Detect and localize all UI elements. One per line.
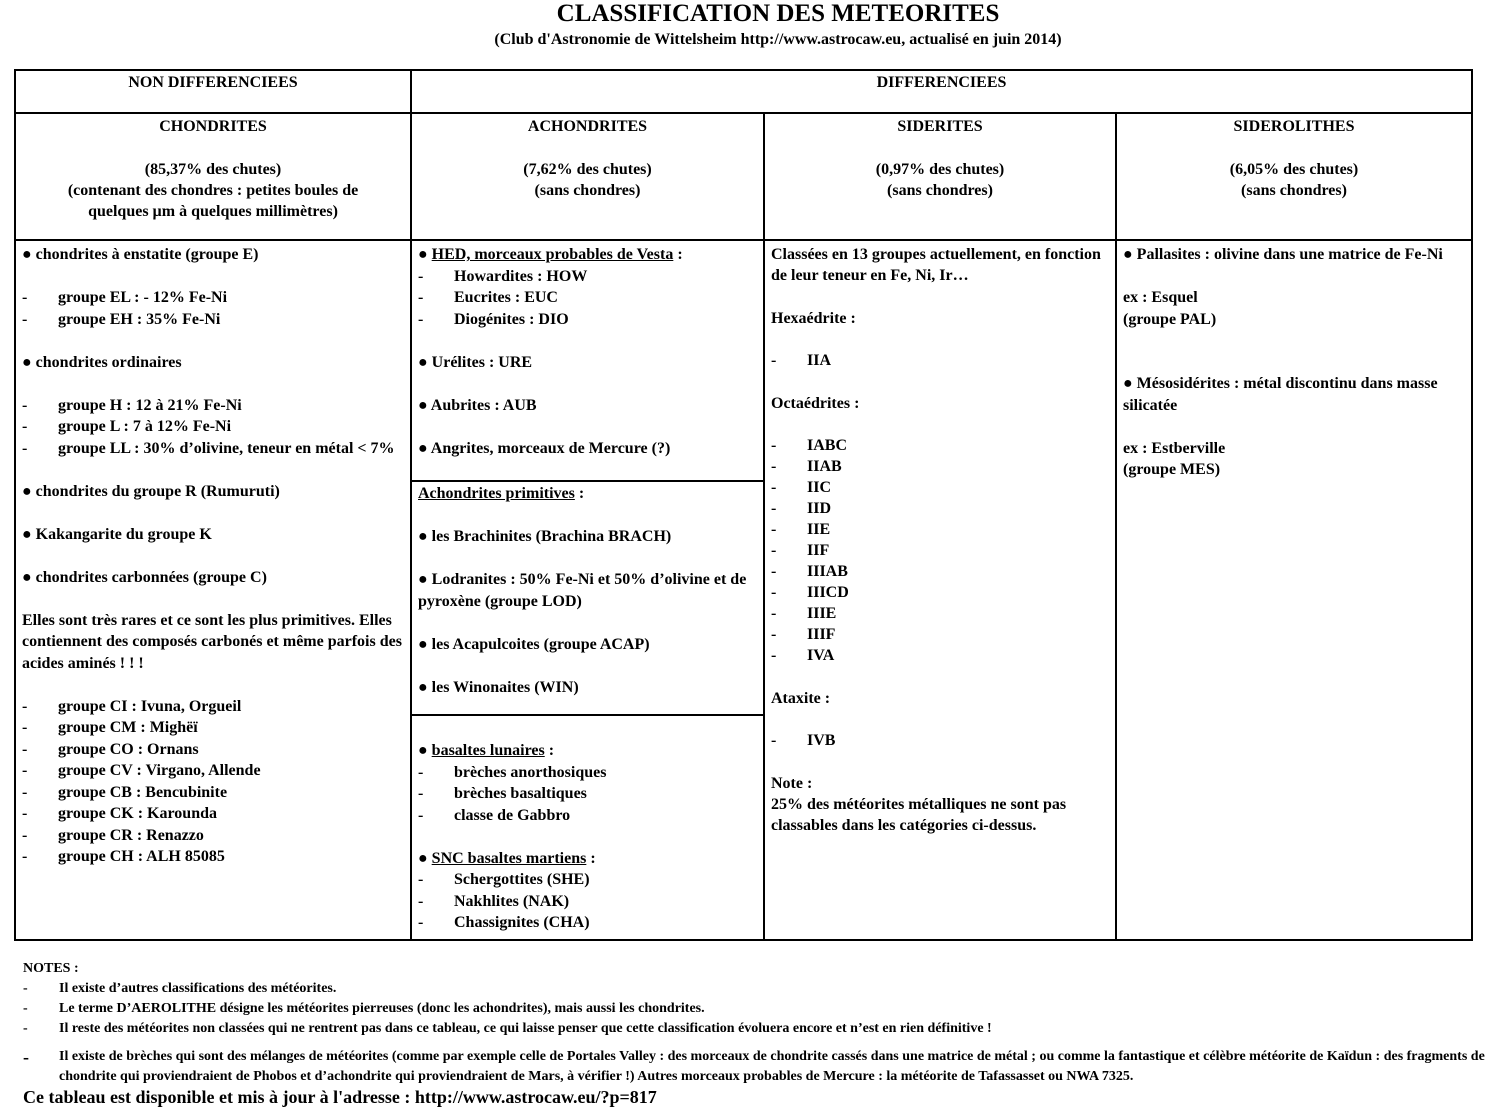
list-item: - Eucrites : EUC	[418, 289, 558, 306]
siderites-intro: Classées en 13 groupes actuellement, en fonction de leur teneur en Fe, Ni, Ir…	[771, 246, 1101, 284]
siderolithes-title: SIDEROLITHES	[1233, 118, 1355, 135]
achondrites-divider-2	[410, 714, 764, 716]
list-item: - groupe EL : - 12% Fe-Ni	[22, 289, 228, 306]
list-item: - Diogénites : DIO	[418, 310, 569, 328]
list-item: - groupe L : 7 à 12% Fe-Ni	[22, 418, 232, 435]
achondrites-desc: (sans chondres)	[534, 181, 641, 199]
header-siderolithes	[1117, 116, 1471, 201]
row-divider-1	[14, 112, 1473, 114]
siderites-body	[771, 244, 1111, 836]
urelites: ● Urélites : URE	[418, 353, 533, 371]
list-item: - groupe H : 12 à 21% Fe-Ni	[22, 396, 242, 414]
snc-heading: ● SNC basaltes martiens :	[418, 849, 596, 867]
list-item: - brèches basaltiques	[418, 785, 587, 802]
mesosiderites-group: (groupe MES)	[1123, 461, 1221, 478]
row-divider-2	[14, 239, 1473, 241]
achondrites-divider-1	[410, 480, 764, 482]
list-item: - IIIE	[771, 605, 837, 622]
list-item: - groupe CK : Karounda	[22, 805, 217, 822]
list-item: - groupe CO : Ornans	[22, 740, 199, 758]
header-achondrites	[412, 116, 763, 201]
acapulcoites: ● les Acapulcoites (groupe ACAP)	[418, 635, 650, 653]
ataxite-heading: Ataxite :	[771, 689, 831, 707]
hed-heading: ● HED, morceaux probables de Vesta :	[418, 246, 683, 263]
chondrites-pct: (85,37% des chutes)	[144, 160, 282, 178]
lunaires-heading: ● basaltes lunaires :	[418, 742, 555, 759]
list-item: - groupe LL : 30% d’olivine, teneur en métal < 7%	[22, 439, 395, 457]
primitives-heading: Achondrites primitives :	[418, 485, 585, 502]
header-siderites	[765, 116, 1115, 201]
list-item: - IIIF	[771, 626, 836, 643]
list-item: - IIF	[771, 542, 830, 559]
page-title: CLASSIFICATION DES METEORITES	[556, 0, 1000, 27]
siderites-pct: (0,97% des chutes)	[875, 160, 1005, 178]
chondrites-title: CHONDRITES	[159, 118, 267, 135]
page-subtitle: (Club d'Astronomie de Wittelsheim http://www.astrocaw.eu, actualisé en juin 2014)	[494, 31, 1062, 48]
footer-availability: Ce tableau est disponible et mis à jour à l'adresse : http://www.astrocaw.eu/?p=817	[23, 1087, 657, 1107]
list-item: - Howardites : HOW	[418, 267, 588, 285]
hexaedrite-heading: Hexaédrite :	[771, 309, 856, 327]
col-divider-3	[1115, 112, 1117, 941]
list-item: - groupe CH : ALH 85085	[22, 848, 225, 865]
list-item: - IIC	[771, 479, 832, 496]
achondrites-lunaires-martiens-section	[418, 740, 760, 934]
achondrites-pct: (7,62% des chutes)	[523, 160, 652, 178]
pallasites: ● Pallasites : olivine dans une matrice de Fe-Ni	[1123, 246, 1443, 263]
winonaites: ● les Winonaites (WIN)	[418, 678, 579, 696]
list-item: - groupe CI : Ivuna, Orgueil	[22, 697, 242, 715]
list-item: - IVA	[771, 647, 835, 664]
header-chondrites	[16, 116, 410, 222]
chondrites-carbonnees: ● chondrites carbonnées (groupe C)	[22, 568, 267, 586]
list-item: - Il reste des météorites non classées qui ne rentrent pas dans ce tableau, ce qui laisse penser que cette classification évoluera encore et n’est en rien définitive !	[23, 1021, 992, 1036]
siderolithes-body	[1123, 244, 1467, 481]
achondrites-hed-section	[418, 244, 760, 459]
list-item: - classe de Gabbro	[418, 806, 571, 824]
siderolithes-desc: (sans chondres)	[1241, 181, 1347, 199]
chondrites-body	[22, 244, 406, 868]
list-item: - Chassignites (CHA)	[418, 914, 590, 931]
col-divider-2	[763, 112, 765, 941]
mesosiderites-example: ex : Estberville	[1123, 439, 1226, 457]
brachinites: ● les Brachinites (Brachina BRACH)	[418, 528, 672, 545]
list-item: - IID	[771, 500, 832, 517]
list-item: - Schergottites (SHE)	[418, 871, 590, 888]
aubrites: ● Aubrites : AUB	[418, 396, 537, 414]
list-item: - groupe CV : Virgano, Allende	[22, 762, 261, 779]
lodranites: ● Lodranites : 50% Fe-Ni et 50% d’olivine et de pyroxène (groupe LOD)	[418, 571, 747, 610]
chondrites-desc: (contenant des chondres : petites boules de quelques µm à quelques millimètres)	[67, 181, 359, 220]
siderites-desc: (sans chondres)	[887, 181, 993, 199]
list-item: - groupe CB : Bencubinite	[22, 783, 228, 801]
list-item: - Il existe de brèches qui sont des mélanges de météorites (comme par exemple celle de Portales Valley : des morceaux de chondrite cassés dans une matrice de métal ; ou comme la fantastique et célèbre météorite de Kaïdun : des fragments de chondrite qui proviendraient de Phobos et d’achondrite qui proviendraient de Mars, à vérifier !) Autres morceaux probables de Mercure : la météorite de Tafassasset ou NWA 7325.	[23, 1047, 1485, 1084]
siderites-note-heading: Note :	[771, 774, 813, 792]
list-item: - IABC	[771, 437, 848, 454]
chondrites-ordinaires: ● chondrites ordinaires	[22, 353, 182, 371]
siderolithes-pct: (6,05% des chutes)	[1229, 160, 1359, 178]
list-item: - Le terme D’AEROLITHE désigne les météorites pierreuses (donc les achondrites), mais aussi les chondrites.	[23, 1001, 705, 1016]
list-item: - IIAB	[771, 458, 842, 475]
list-item: - IVB	[771, 732, 836, 749]
list-item: - IIIAB	[771, 563, 848, 580]
octaedrites-heading: Octaédrites :	[771, 394, 860, 412]
chondrites-groupe-k: ● Kakangarite du groupe K	[22, 525, 212, 543]
header-differenciees: DIFFERENCIEES	[876, 74, 1007, 91]
mesosiderites: ● Mésosidérites : métal discontinu dans masse silicatée	[1123, 375, 1438, 414]
pallasites-example: ex : Esquel	[1123, 289, 1198, 306]
list-item: - Il existe d’autres classifications des météorites.	[23, 981, 337, 996]
siderites-title: SIDERITES	[897, 118, 983, 135]
chondrites-rares-note: Elles sont très rares et ce sont les plus primitives. Elles contiennent des composés carbonés et même parfois des acides aminés ! ! !	[22, 611, 402, 672]
list-item: - groupe EH : 35% Fe-Ni	[22, 310, 221, 328]
chondrites-enstatite: ● chondrites à enstatite (groupe E)	[22, 246, 259, 263]
list-item: - IIICD	[771, 584, 849, 601]
pallasites-group: (groupe PAL)	[1123, 310, 1217, 328]
header-non-differenciees: NON DIFFERENCIEES	[128, 74, 298, 91]
list-item: - IIE	[771, 521, 831, 538]
notes-section	[23, 959, 1509, 1087]
list-item: - brèches anorthosiques	[418, 763, 607, 781]
chondrites-groupe-r: ● chondrites du groupe R (Rumuruti)	[22, 482, 280, 500]
list-item: - groupe CR : Renazzo	[22, 826, 204, 844]
notes-heading: NOTES :	[23, 961, 79, 976]
list-item: - IIA	[771, 352, 832, 369]
achondrites-primitives-section	[418, 483, 760, 698]
list-item: - Nakhlites (NAK)	[418, 892, 570, 910]
list-item: - groupe CM : Mighëï	[22, 719, 198, 736]
angrites: ● Angrites, morceaux de Mercure (?)	[418, 439, 671, 457]
achondrites-title: ACHONDRITES	[527, 118, 648, 135]
siderites-note-text: 25% des météorites métalliques ne sont pas classables dans les catégories ci-dessus.	[771, 795, 1067, 834]
